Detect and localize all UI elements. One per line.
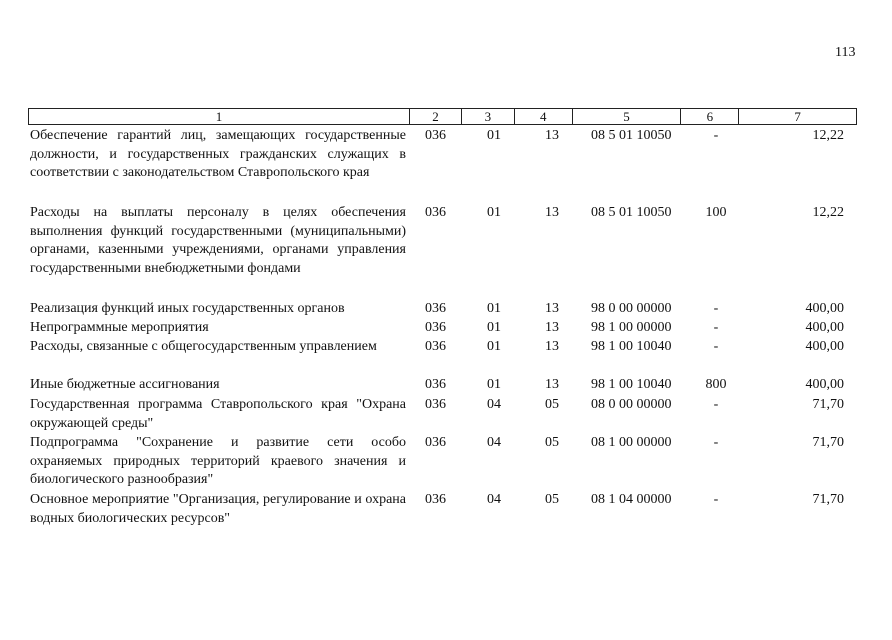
row-col-7: 71,70 (812, 397, 844, 412)
row-col-7: 400,00 (805, 301, 844, 316)
row-col-4: 13 (545, 205, 559, 220)
row-description: Основное мероприятие "Организация, регулирование и охрана водных биологических ресурсов" (30, 492, 406, 526)
row-col-5: 98 1 00 00000 (591, 320, 672, 335)
row-description: Расходы на выплаты персоналу в целях обеспечения выполнения функций государственными (муниципальными) органами, казенными учреждениями, органами управления государственными внебюджетными фондами (30, 205, 406, 276)
row-col-4: 05 (545, 435, 559, 450)
table-header (28, 108, 857, 125)
row-col-6: 100 (705, 205, 727, 220)
row-col-5: 98 1 00 10040 (591, 339, 672, 354)
row-col-6: 800 (705, 377, 727, 392)
row-description: Иные бюджетные ассигнования (30, 377, 220, 392)
row-col-2: 036 (425, 320, 446, 335)
row-col-3: 01 (487, 128, 501, 143)
row-col-6: - (713, 320, 719, 335)
row-col-2: 036 (425, 397, 446, 412)
row-col-3: 01 (487, 301, 501, 316)
row-col-7: 400,00 (805, 377, 844, 392)
row-col-4: 13 (545, 377, 559, 392)
row-col-6: - (713, 301, 719, 316)
row-col-2: 036 (425, 339, 446, 354)
row-col-6: - (713, 492, 719, 507)
row-col-4: 13 (545, 320, 559, 335)
row-col-7: 71,70 (812, 492, 844, 507)
row-col-2: 036 (425, 301, 446, 316)
row-col-5: 08 5 01 10050 (591, 205, 672, 220)
row-col-5: 08 0 00 00000 (591, 397, 672, 412)
row-col-2: 036 (425, 205, 446, 220)
header-col-1: 1 (29, 109, 410, 124)
row-col-7: 400,00 (805, 339, 844, 354)
row-col-4: 13 (545, 301, 559, 316)
row-col-7: 400,00 (805, 320, 844, 335)
row-col-6: - (713, 128, 719, 143)
header-col-2: 2 (410, 109, 462, 124)
row-col-4: 13 (545, 339, 559, 354)
row-col-3: 01 (487, 377, 501, 392)
row-col-3: 04 (487, 492, 501, 507)
row-col-4: 05 (545, 492, 559, 507)
row-col-2: 036 (425, 128, 446, 143)
row-col-5: 08 1 04 00000 (591, 492, 672, 507)
row-col-4: 13 (545, 128, 559, 143)
row-col-6: - (713, 339, 719, 354)
row-col-3: 04 (487, 435, 501, 450)
row-description: Государственная программа Ставропольского края "Охрана окружающей среды" (30, 397, 406, 431)
row-col-2: 036 (425, 377, 446, 392)
row-description: Непрограммные мероприятия (30, 320, 209, 335)
row-col-2: 036 (425, 435, 446, 450)
row-col-6: - (713, 397, 719, 412)
row-col-5: 08 5 01 10050 (591, 128, 672, 143)
row-col-5: 08 1 00 00000 (591, 435, 672, 450)
row-col-3: 04 (487, 397, 501, 412)
header-col-7: 7 (794, 109, 801, 124)
row-description: Расходы, связанные с общегосударственным управлением (30, 339, 377, 354)
header-col-5: 5 (573, 109, 682, 124)
row-col-6: - (713, 435, 719, 450)
row-col-4: 05 (545, 397, 559, 412)
row-col-5: 98 0 00 00000 (591, 301, 672, 316)
row-col-3: 01 (487, 339, 501, 354)
row-col-7: 12,22 (812, 128, 844, 143)
header-col-4: 4 (515, 109, 573, 124)
row-description: Реализация функций иных государственных органов (30, 301, 345, 316)
header-col-3: 3 (462, 109, 515, 124)
row-description: Обеспечение гарантий лиц, замещающих государственные должности, и государственных гражданских служащих в соответствии с законодательством Ставропольского края (30, 128, 406, 180)
page-number: 113 (835, 45, 856, 60)
row-description: Подпрограмма "Сохранение и развитие сети особо охраняемых природных территорий краевого значения и биологического разнообразия" (30, 435, 406, 487)
row-col-3: 01 (487, 320, 501, 335)
row-col-7: 12,22 (812, 205, 844, 220)
header-col-6: 6 (681, 109, 739, 124)
row-col-2: 036 (425, 492, 446, 507)
row-col-3: 01 (487, 205, 501, 220)
row-col-5: 98 1 00 10040 (591, 377, 672, 392)
row-col-7: 71,70 (812, 435, 844, 450)
